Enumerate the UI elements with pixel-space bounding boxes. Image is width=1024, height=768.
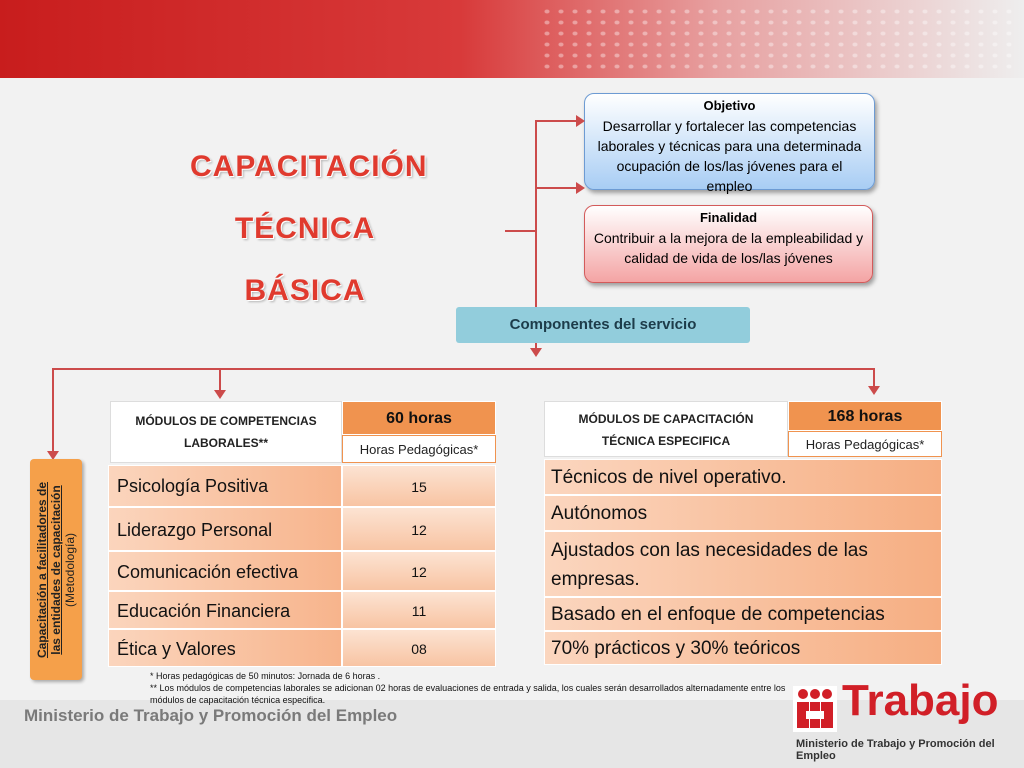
facilitadores-line-3: (Metodología) (63, 532, 77, 607)
connector-to-finalidad (535, 187, 579, 189)
ministry-footer-text: Ministerio de Trabajo y Promoción del Empleo (24, 706, 398, 725)
left-module-row-hours: 11 (342, 591, 496, 629)
right-module-hours: 168 horas (788, 401, 942, 431)
finalidad-heading: Finalidad (699, 210, 758, 225)
finalidad-box (584, 205, 873, 283)
footnotes (150, 670, 790, 706)
banner-pattern (540, 6, 1020, 74)
left-module-row-name: Liderazgo Personal (108, 507, 342, 551)
title-line-1: CAPACITACIÓN (190, 150, 428, 183)
left-module-row-name: Psicología Positiva (108, 465, 342, 507)
trabajo-logo-icon (793, 686, 837, 732)
left-module-row-name: Comunicación efectiva (108, 551, 342, 591)
arrow-down-main (530, 348, 542, 357)
left-module-row-hours: 15 (342, 465, 496, 507)
left-module-header: MÓDULOS DE COMPETENCIAS LABORALES** (110, 401, 342, 463)
left-module-row-name: Educación Financiera (108, 591, 342, 629)
left-module-row-hours: 12 (342, 551, 496, 591)
right-module-row: 70% prácticos y 30% teóricos (544, 631, 942, 665)
right-module-hours-label: Horas Pedagógicas* (788, 431, 942, 457)
footnote-2: ** Los módulos de competencias laborales se adicionan 02 horas de evaluaciones de entrada y salida, los cuales serán desarrollados alternadamente entre los módulos de capacitación técnica especifica. (150, 683, 786, 705)
footnote-1: * Horas pedagógicas de 50 minutos: Jornada de 6 horas . (150, 671, 381, 681)
componentes-label: Componentes del servicio (456, 307, 750, 343)
connector-left-drop (52, 368, 54, 453)
right-module-row: Técnicos de nivel operativo. (544, 459, 942, 495)
left-module-hours-label: Horas Pedagógicas* (342, 435, 496, 463)
arrow-to-left-module (214, 390, 226, 399)
connector-horizontal (52, 368, 875, 370)
title-line-3: BÁSICA (244, 274, 366, 307)
connector-from-title (505, 230, 535, 232)
connector-to-objetivo (535, 120, 579, 122)
right-module-row: Autónomos (544, 495, 942, 531)
right-module-header: MÓDULOS DE CAPACITACIÓN TÉCNICA ESPECIFICA (544, 401, 788, 457)
connector-left-module-drop (219, 368, 221, 392)
facilitadores-line-1: Capacitación a facilitadores de (35, 481, 49, 658)
trabajo-logo-word: Trabajo (842, 676, 999, 725)
facilitadores-box (30, 459, 82, 680)
left-module-row-hours: 12 (342, 507, 496, 551)
objetivo-box (584, 93, 875, 194)
connector-right-module-drop (873, 368, 875, 388)
objetivo-text: Desarrollar y fortalecer las competencias laborales y técnicas para una determinada ocupación de los/las jóvenes para el empleo (597, 118, 862, 194)
title-line-2: TÉCNICA (234, 212, 376, 245)
finalidad-text: Contribuir a la mejora de la empleabilidad y calidad de vida de los/las jóvenes (593, 230, 864, 266)
left-module-row-name: Ética y Valores (108, 629, 342, 667)
facilitadores-line-2: las entidades de capacitación (49, 484, 63, 655)
arrow-to-objetivo (576, 115, 585, 127)
left-module-row-hours: 08 (342, 629, 496, 667)
left-module-hours: 60 horas (342, 401, 496, 435)
trabajo-logo-subtitle: Ministerio de Trabajo y Promoción del Empleo (796, 738, 995, 762)
objetivo-heading: Objetivo (703, 98, 756, 113)
arrow-to-right-module (868, 386, 880, 395)
right-module-row: Ajustados con las necesidades de las empresas. (544, 531, 942, 597)
right-module-row: Basado en el enfoque de competencias (544, 597, 942, 631)
arrow-to-finalidad (576, 182, 585, 194)
